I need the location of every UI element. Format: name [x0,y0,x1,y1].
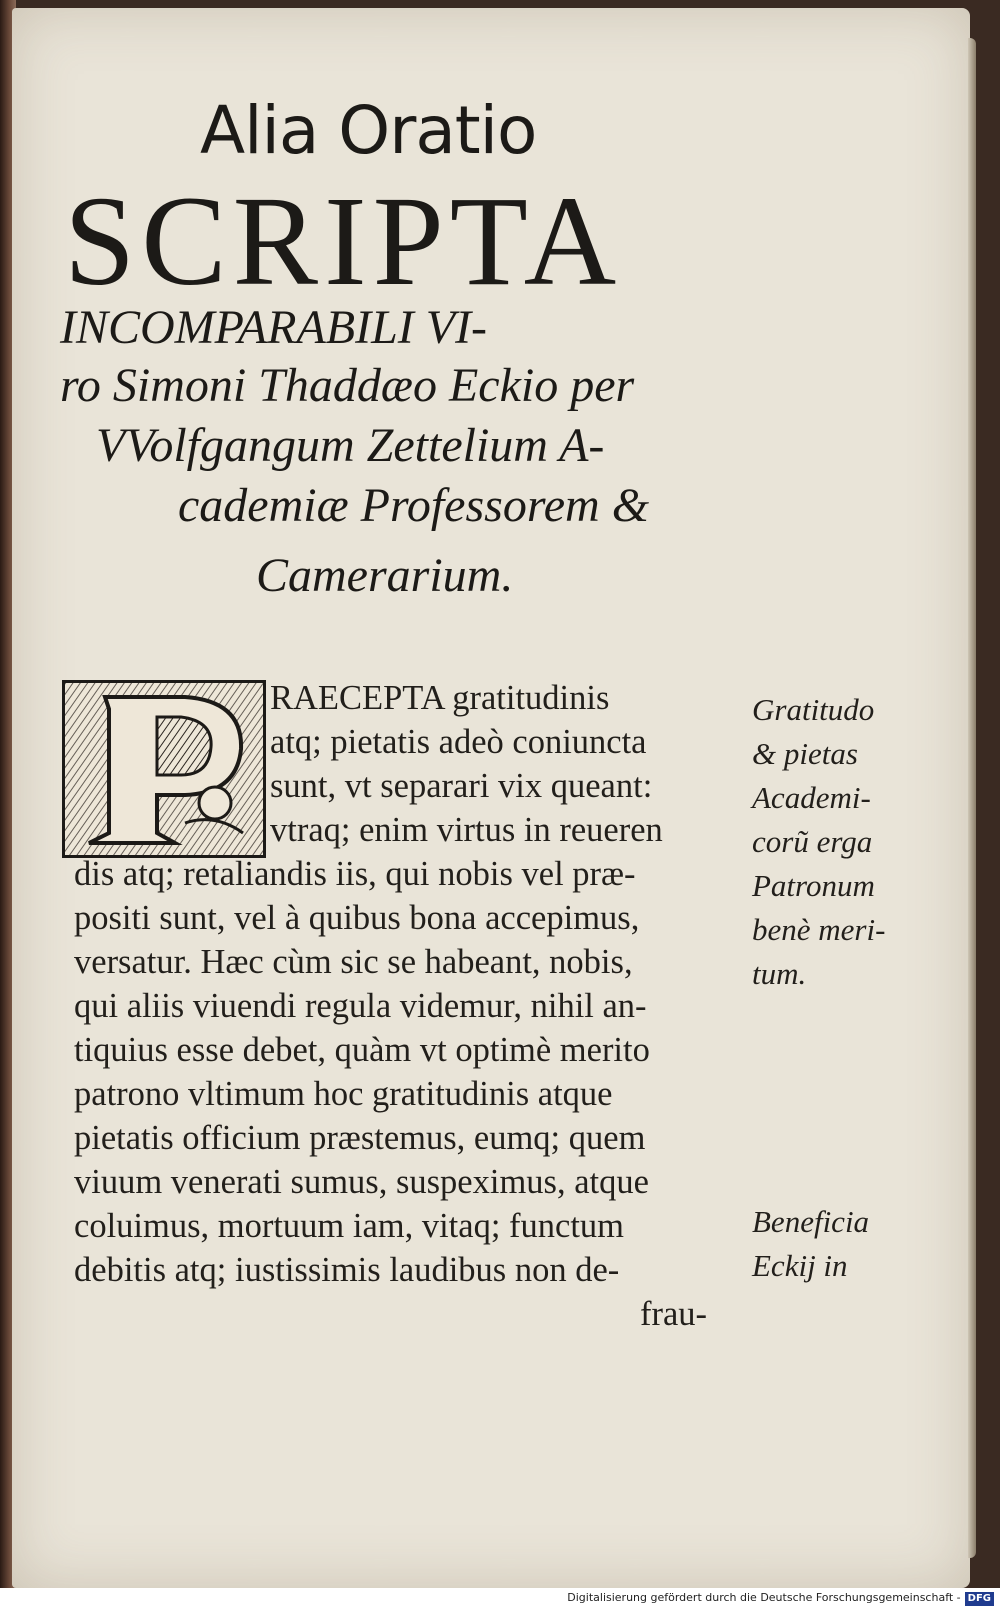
dfg-logo-icon: DFG [965,1592,994,1606]
body-line-6: positi sunt, vel à quibus bona accepimus, [74,899,640,937]
heading-sub-line-2: ro Simoni Thaddæo Eckio per [60,359,635,412]
body-line-5: dis atq; retaliandis iis, qui nobis vel præ- [74,855,636,893]
catchword: frau- [640,1295,708,1333]
body-line-10: patrono vltimum hoc gratitudinis atque [74,1075,613,1113]
heading-line-2: SCRIPTA [64,170,623,312]
heading-sub-line-5: Camerarium. [256,549,514,602]
body-line-3: sunt, vt separari vix queant: [270,767,653,805]
margin-note-3: Academi- [752,780,871,815]
body-line-9: tiquius esse debet, quàm vt optimè merito [74,1031,650,1069]
body-line-7: versatur. Hæc cùm sic se habeant, nobis, [74,943,633,981]
decorated-initial-icon [62,680,266,858]
margin-note-2: & pietas [752,736,858,771]
margin-note-7: tum. [752,956,807,991]
margin-note-9: Eckij in [752,1248,848,1283]
footer-text: Digitalisierung gefördert durch die Deutsche Forschungsgemeinschaft - [567,1591,961,1604]
body-line-8: qui aliis viuendi regula videmur, nihil an- [74,987,647,1025]
margin-note-6: benè meri- [752,912,886,947]
heading-sub-line-1: INCOMPARABILI VI- [60,301,488,354]
body-line-1: RAECEPTA gratitudinis [270,679,610,717]
heading-sub-line-3: VVolfgangum Zettelium A- [96,419,605,472]
heading-line-1: Alia Oratio [200,92,537,169]
body-line-13: coluimus, mortuum iam, vitaq; functum [74,1207,625,1245]
margin-note-8: Beneficia [752,1204,870,1239]
margin-note-4: corũ erga [752,824,873,859]
margin-note-5: Patronum [752,868,875,903]
page-edge [968,38,976,1558]
digitization-footer [0,1588,1000,1608]
body-line-11: pietatis officium præstemus, eumq; quem [74,1119,646,1157]
heading-sub-line-4: cademiæ Professorem & [178,479,650,532]
body-line-12: viuum venerati sumus, suspeximus, atque [74,1163,649,1201]
body-line-2: atq; pietatis adeò coniuncta [270,723,647,761]
margin-note-1: Gratitudo [752,692,875,727]
body-line-4: vtraq; enim virtus in reueren [270,811,663,849]
body-line-14: debitis atq; iustissimis laudibus non de- [74,1251,620,1289]
